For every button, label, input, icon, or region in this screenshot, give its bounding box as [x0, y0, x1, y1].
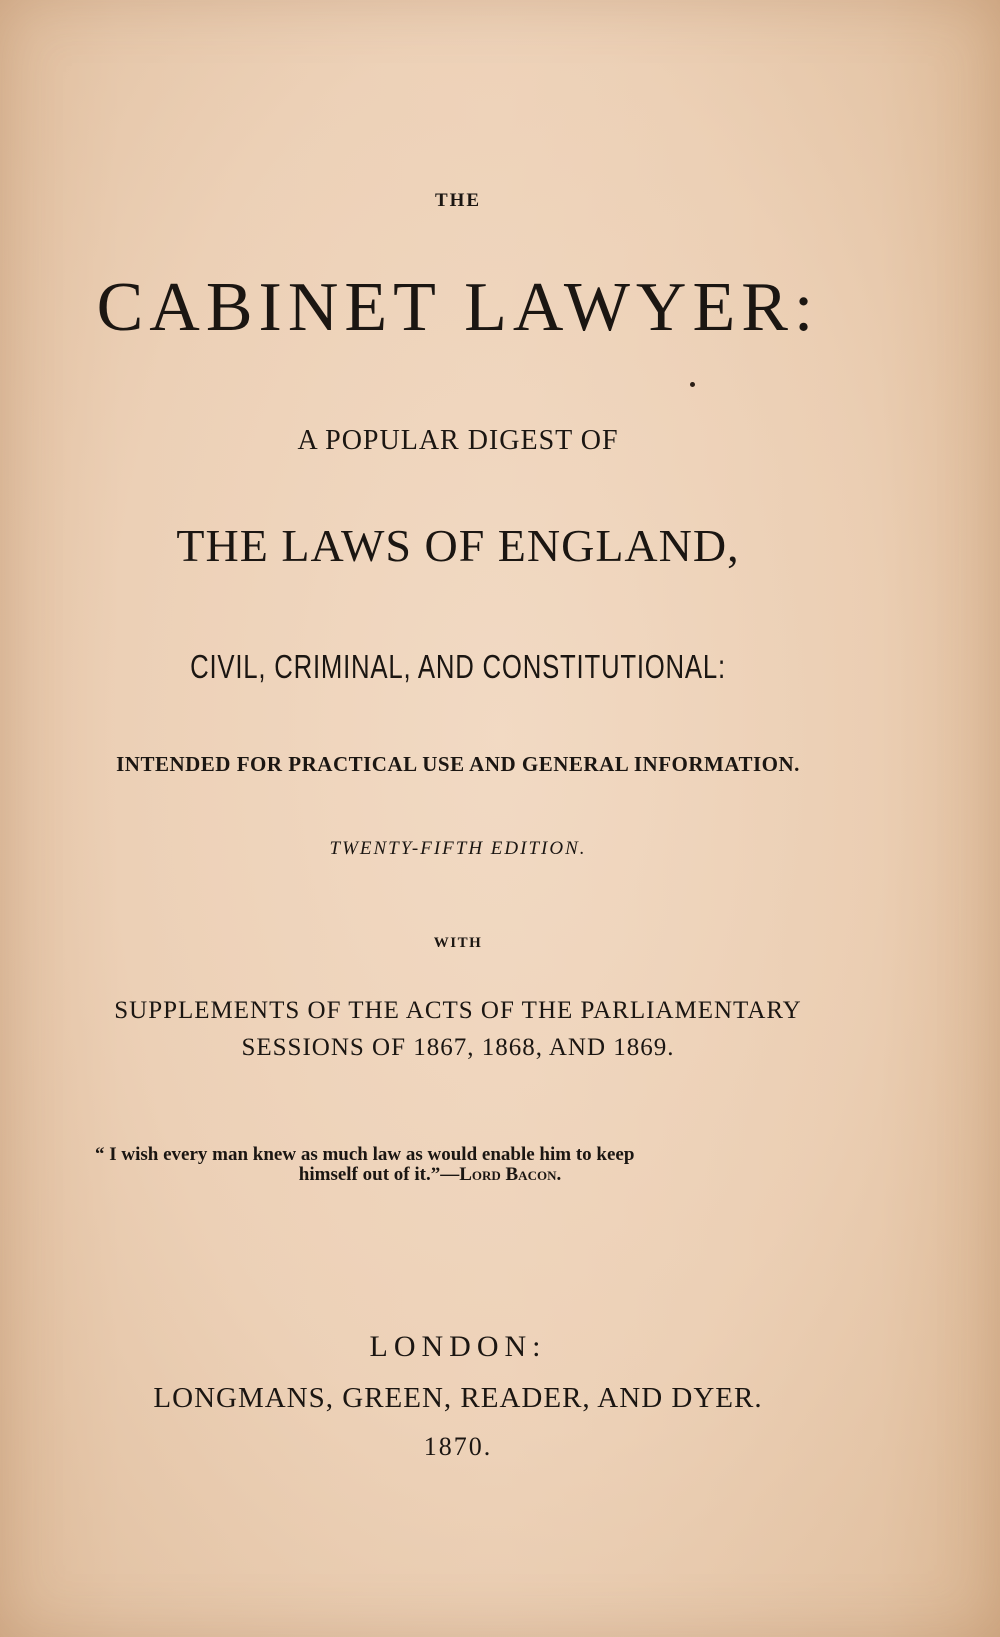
- edition-line: TWENTY-FIFTH EDITION.: [329, 838, 587, 859]
- intended-line: INTENDED FOR PRACTICAL USE AND GENERAL INFORMATION.: [116, 752, 800, 776]
- subtitle-line-2: THE LAWS OF ENGLAND,: [176, 520, 740, 571]
- supplements-line-1: SUPPLEMENTS OF THE ACTS OF THE PARLIAMENTARY: [114, 997, 802, 1024]
- quote-line-2: [95, 1165, 805, 1185]
- subtitle-line-1: A POPULAR DIGEST OF: [297, 425, 619, 456]
- imprint-publisher: LONGMANS, GREEN, READER, AND DYER.: [153, 1382, 763, 1414]
- book-title: CABINET LAWYER:: [96, 269, 820, 346]
- imprint-year: 1870.: [423, 1432, 493, 1461]
- quote-attribution: Lord Bacon.: [459, 1164, 562, 1185]
- with-line: WITH: [433, 935, 483, 951]
- ink-speck: [690, 382, 695, 387]
- imprint-city: LONDON:: [369, 1330, 547, 1363]
- supplements-line-2: SESSIONS OF 1867, 1868, AND 1869.: [241, 1034, 675, 1061]
- quote-line-1: “ I wish every man knew as much law as would enable him to keep: [95, 1144, 635, 1165]
- quote-line-2-text: himself out of it.”—: [298, 1164, 460, 1185]
- title-article: THE: [434, 190, 482, 211]
- subtitle-line-3: CIVIL, CRIMINAL, AND CONSTITUTIONAL:: [190, 648, 726, 685]
- epigraph-quote: [95, 1145, 805, 1185]
